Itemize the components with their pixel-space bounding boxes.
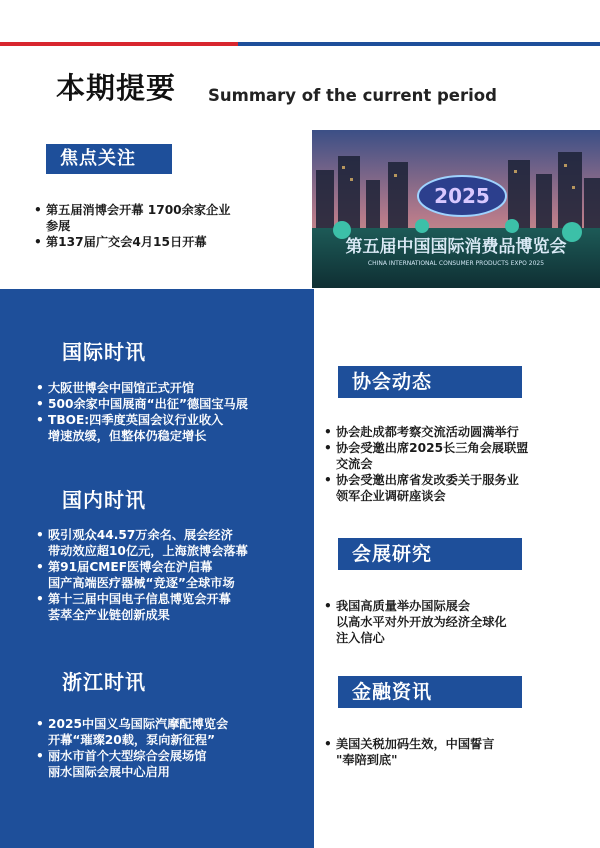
international-list bbox=[36, 380, 306, 444]
domestic-list bbox=[36, 527, 308, 623]
international-section-label: 国际时讯 bbox=[62, 340, 146, 364]
association-list bbox=[324, 424, 594, 504]
list-item: • 协会受邀出席2025长三角会展联盟 交流会 bbox=[324, 440, 594, 472]
expo-photo-illustration bbox=[312, 130, 600, 288]
list-item: • 第91届CMEF医博会在沪启幕 国产高端医疗器械“竞逐”全球市场 bbox=[36, 559, 308, 591]
list-item: • 我国高质量举办国际展会 以高水平对外开放为经济全球化 注入信心 bbox=[324, 598, 594, 646]
list-item: • 第五届消博会开幕 1700余家企业 参展 bbox=[34, 202, 304, 234]
list-item: • 吸引观众44.57万余名、展会经济 带动效应超10亿元，上海旅博会落幕 bbox=[36, 527, 308, 559]
list-item: • 第十三届中国电子信息博览会开幕 荟萃全产业链创新成果 bbox=[36, 591, 308, 623]
association-section-label: 协会动态 bbox=[338, 366, 522, 398]
list-item: • 大阪世博会中国馆正式开馆 bbox=[36, 380, 306, 396]
list-item: • 500余家中国展商“出征”德国宝马展 bbox=[36, 396, 306, 412]
zhejiang-list bbox=[36, 716, 308, 780]
top-accent-red bbox=[0, 42, 238, 46]
zhejiang-section-label: 浙江时讯 bbox=[62, 670, 146, 694]
research-section-label: 会展研究 bbox=[338, 538, 522, 570]
list-item: • 2025中国义乌国际汽摩配博览会 开幕“璀璨20载，泵向新征程” bbox=[36, 716, 308, 748]
expo-photo bbox=[312, 130, 600, 288]
domestic-section-label: 国内时讯 bbox=[62, 488, 146, 512]
expo-banner-subtext: CHINA INTERNATIONAL CONSUMER PRODUCTS EXPO 2025 bbox=[367, 260, 545, 267]
list-item: • 丽水市首个大型综合会展场馆 丽水国际会展中心启用 bbox=[36, 748, 308, 780]
list-item: • 协会受邀出席省发改委关于服务业 领军企业调研座谈会 bbox=[324, 472, 594, 504]
list-item: • 美国关税加码生效，中国誓言 "奉陪到底" bbox=[324, 736, 594, 768]
page-subtitle: Summary of the current period bbox=[208, 86, 497, 105]
expo-year-text: 2025 bbox=[434, 184, 490, 208]
list-item: • 协会赴成都考察交流活动圆满举行 bbox=[324, 424, 594, 440]
focus-section-label: 焦点关注 bbox=[46, 144, 172, 174]
finance-section-label: 金融资讯 bbox=[338, 676, 522, 708]
expo-banner-text: 第五届中国国际消费品博览会 bbox=[345, 237, 567, 257]
research-list bbox=[324, 598, 594, 646]
list-item: • TBOE:四季度英国会议行业收入 增速放缓，但整体仍稳定增长 bbox=[36, 412, 306, 444]
list-item: • 第137届广交会4月15日开幕 bbox=[34, 234, 304, 250]
page-title: 本期提要 bbox=[56, 71, 177, 105]
finance-list bbox=[324, 736, 594, 768]
top-accent-blue bbox=[238, 42, 600, 46]
top-accent-bar bbox=[0, 42, 600, 46]
focus-list bbox=[34, 202, 304, 250]
